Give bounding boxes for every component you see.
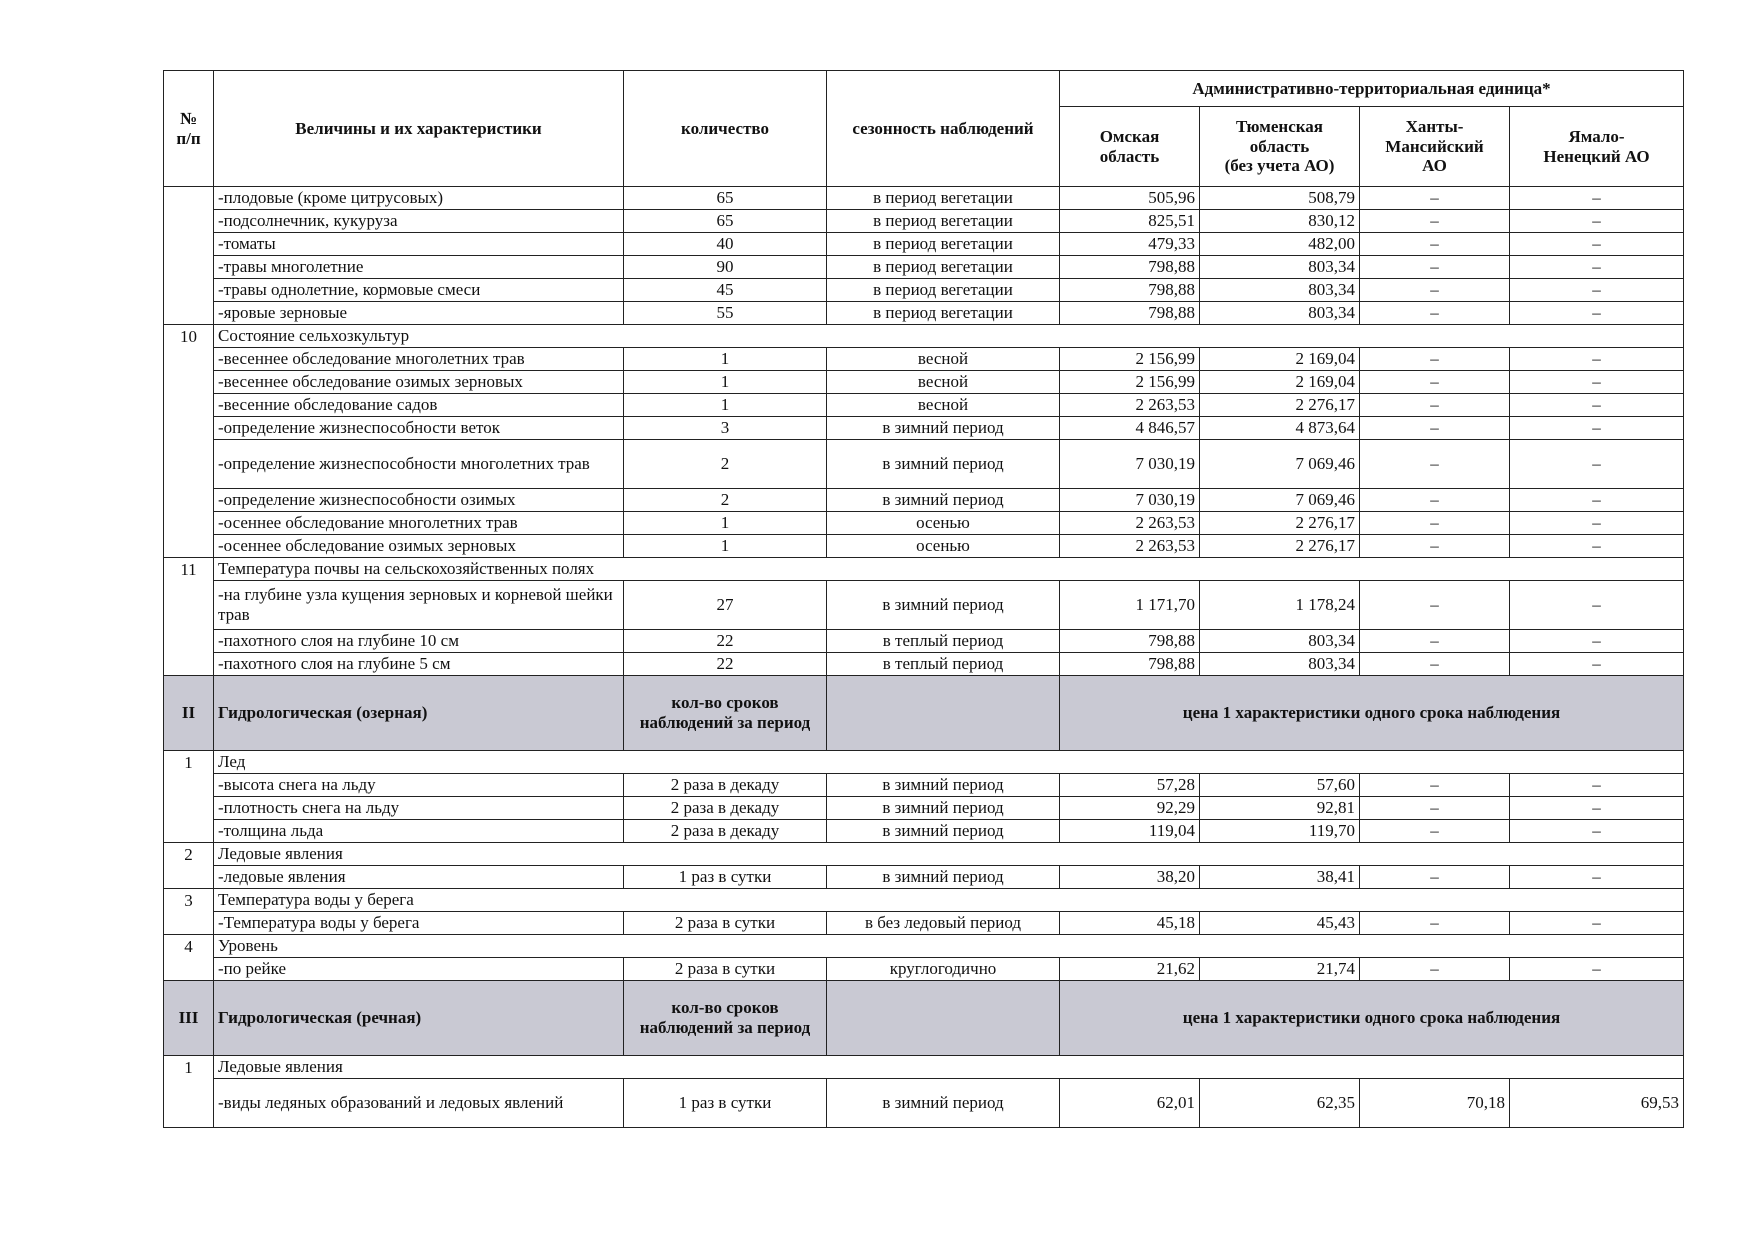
row-quantity: 2 раза в сутки xyxy=(624,958,827,981)
table-row xyxy=(164,302,1684,325)
value-yanao: – xyxy=(1510,912,1684,935)
group-title-row xyxy=(164,843,1684,866)
row-name: -весеннее обследование многолетних трав xyxy=(214,348,624,371)
row-quantity: 3 xyxy=(624,417,827,440)
row-season: в зимний период xyxy=(827,866,1060,889)
value-tyumen: 803,34 xyxy=(1200,302,1360,325)
value-yanao: – xyxy=(1510,440,1684,489)
row-quantity: 65 xyxy=(624,210,827,233)
row-quantity: 1 xyxy=(624,394,827,417)
row-quantity: 2 раза в декаду xyxy=(624,774,827,797)
row-name: -подсолнечник, кукуруза xyxy=(214,210,624,233)
row-season: осенью xyxy=(827,535,1060,558)
table-row xyxy=(164,279,1684,302)
value-omsk: 2 156,99 xyxy=(1060,348,1200,371)
value-omsk: 2 263,53 xyxy=(1060,394,1200,417)
header-region-khmao: Ханты- Мансийский АО xyxy=(1360,107,1510,187)
group-number: 4 xyxy=(164,935,214,981)
value-yanao: – xyxy=(1510,371,1684,394)
value-yanao: – xyxy=(1510,210,1684,233)
value-khmao: – xyxy=(1360,417,1510,440)
table-row xyxy=(164,581,1684,630)
row-name: -яровые зерновые xyxy=(214,302,624,325)
value-tyumen: 508,79 xyxy=(1200,187,1360,210)
table-row xyxy=(164,535,1684,558)
row-quantity: 2 раза в сутки xyxy=(624,912,827,935)
value-yanao: – xyxy=(1510,820,1684,843)
header-region-tyumen: Тюменская область (без учета АО) xyxy=(1200,107,1360,187)
value-yanao: – xyxy=(1510,302,1684,325)
row-name: -травы многолетние xyxy=(214,256,624,279)
row-name: -осеннее обследование озимых зерновых xyxy=(214,535,624,558)
value-tyumen: 803,34 xyxy=(1200,630,1360,653)
table-row xyxy=(164,233,1684,256)
table-row xyxy=(164,1079,1684,1128)
value-khmao: – xyxy=(1360,489,1510,512)
group-title-row xyxy=(164,935,1684,958)
row-quantity: 1 xyxy=(624,348,827,371)
value-omsk: 7 030,19 xyxy=(1060,440,1200,489)
row-name: -плотность снега на льду xyxy=(214,797,624,820)
table-row xyxy=(164,512,1684,535)
row-season: в зимний период xyxy=(827,1079,1060,1128)
group-title: Ледовые явления xyxy=(214,843,1684,866)
table-row xyxy=(164,394,1684,417)
value-omsk: 62,01 xyxy=(1060,1079,1200,1128)
value-khmao: – xyxy=(1360,797,1510,820)
value-yanao: – xyxy=(1510,653,1684,676)
section-title: Гидрологическая (речная) xyxy=(214,981,624,1056)
row-name: -весеннее обследование озимых зерновых xyxy=(214,371,624,394)
row-season: в период вегетации xyxy=(827,233,1060,256)
row-quantity: 55 xyxy=(624,302,827,325)
table-row xyxy=(164,820,1684,843)
table-row xyxy=(164,630,1684,653)
table-row xyxy=(164,653,1684,676)
value-khmao: – xyxy=(1360,302,1510,325)
value-omsk: 798,88 xyxy=(1060,302,1200,325)
row-season: осенью xyxy=(827,512,1060,535)
group-title-row xyxy=(164,325,1684,348)
row-quantity: 2 xyxy=(624,489,827,512)
row-name: -плодовые (кроме цитрусовых) xyxy=(214,187,624,210)
value-khmao: – xyxy=(1360,535,1510,558)
value-yanao: – xyxy=(1510,866,1684,889)
value-tyumen: 2 276,17 xyxy=(1200,535,1360,558)
row-season: в зимний период xyxy=(827,774,1060,797)
value-khmao: – xyxy=(1360,958,1510,981)
table-row xyxy=(164,417,1684,440)
value-tyumen: 2 276,17 xyxy=(1200,394,1360,417)
row-quantity: 1 xyxy=(624,535,827,558)
value-omsk: 825,51 xyxy=(1060,210,1200,233)
header-region-yanao: Ямало- Ненецкий АО xyxy=(1510,107,1684,187)
table-header xyxy=(164,71,1684,187)
value-tyumen: 2 276,17 xyxy=(1200,512,1360,535)
value-khmao: – xyxy=(1360,187,1510,210)
group-title: Лед xyxy=(214,751,1684,774)
value-tyumen: 482,00 xyxy=(1200,233,1360,256)
value-khmao: – xyxy=(1360,820,1510,843)
value-omsk: 798,88 xyxy=(1060,630,1200,653)
row-name: -высота снега на льду xyxy=(214,774,624,797)
row-quantity: 65 xyxy=(624,187,827,210)
value-omsk: 38,20 xyxy=(1060,866,1200,889)
value-khmao: – xyxy=(1360,653,1510,676)
row-season: в зимний период xyxy=(827,489,1060,512)
value-yanao: – xyxy=(1510,417,1684,440)
table-body xyxy=(164,187,1684,1128)
row-season: в период вегетации xyxy=(827,256,1060,279)
row-name: -определение жизнеспособности веток xyxy=(214,417,624,440)
section-price-header: цена 1 характеристики одного срока наблюдения xyxy=(1060,981,1684,1056)
value-yanao: – xyxy=(1510,394,1684,417)
table-row xyxy=(164,256,1684,279)
row-quantity: 45 xyxy=(624,279,827,302)
row-season: в период вегетации xyxy=(827,279,1060,302)
row-name: -на глубине узла кущения зерновых и корневой шейки трав xyxy=(214,581,624,630)
document-sheet xyxy=(163,70,1683,1128)
row-season: круглогодично xyxy=(827,958,1060,981)
group-title: Состояние сельхозкультур xyxy=(214,325,1684,348)
tariff-table xyxy=(163,70,1684,1128)
row-quantity: 1 xyxy=(624,512,827,535)
value-khmao: – xyxy=(1360,512,1510,535)
value-tyumen: 803,34 xyxy=(1200,653,1360,676)
group-number: 10 xyxy=(164,325,214,558)
group-title: Уровень xyxy=(214,935,1684,958)
value-omsk: 45,18 xyxy=(1060,912,1200,935)
table-row xyxy=(164,797,1684,820)
header-region-omsk: Омская область xyxy=(1060,107,1200,187)
value-tyumen: 7 069,46 xyxy=(1200,489,1360,512)
table-row xyxy=(164,866,1684,889)
row-name: -пахотного слоя на глубине 5 см xyxy=(214,653,624,676)
value-tyumen: 21,74 xyxy=(1200,958,1360,981)
value-tyumen: 92,81 xyxy=(1200,797,1360,820)
value-khmao: 70,18 xyxy=(1360,1079,1510,1128)
value-tyumen: 4 873,64 xyxy=(1200,417,1360,440)
group-number: 2 xyxy=(164,843,214,889)
value-tyumen: 803,34 xyxy=(1200,279,1360,302)
header-num: № п/п xyxy=(164,71,214,187)
group-title-row xyxy=(164,751,1684,774)
table-row xyxy=(164,187,1684,210)
value-tyumen: 2 169,04 xyxy=(1200,348,1360,371)
row-season: в период вегетации xyxy=(827,187,1060,210)
header-values: Величины и их характеристики xyxy=(214,71,624,187)
value-tyumen: 830,12 xyxy=(1200,210,1360,233)
group-title: Температура почвы на сельскохозяйственных полях xyxy=(214,558,1684,581)
table-row xyxy=(164,210,1684,233)
value-omsk: 798,88 xyxy=(1060,279,1200,302)
value-khmao: – xyxy=(1360,912,1510,935)
value-khmao: – xyxy=(1360,630,1510,653)
group-title-row xyxy=(164,1056,1684,1079)
row-season: в период вегетации xyxy=(827,302,1060,325)
row-season: весной xyxy=(827,394,1060,417)
group-title-row xyxy=(164,558,1684,581)
value-omsk: 2 263,53 xyxy=(1060,535,1200,558)
value-omsk: 4 846,57 xyxy=(1060,417,1200,440)
table-row xyxy=(164,912,1684,935)
value-yanao: – xyxy=(1510,187,1684,210)
row-season: весной xyxy=(827,371,1060,394)
value-khmao: – xyxy=(1360,256,1510,279)
table-row xyxy=(164,489,1684,512)
row-quantity: 2 раза в декаду xyxy=(624,797,827,820)
section-price-header: цена 1 характеристики одного срока наблюдения xyxy=(1060,676,1684,751)
row-name: -определение жизнеспособности многолетних трав xyxy=(214,440,624,489)
row-name: -томаты xyxy=(214,233,624,256)
row-season: в зимний период xyxy=(827,440,1060,489)
value-yanao: – xyxy=(1510,489,1684,512)
group-title: Ледовые явления xyxy=(214,1056,1684,1079)
value-khmao: – xyxy=(1360,866,1510,889)
row-quantity: 90 xyxy=(624,256,827,279)
value-tyumen: 803,34 xyxy=(1200,256,1360,279)
value-khmao: – xyxy=(1360,581,1510,630)
value-khmao: – xyxy=(1360,348,1510,371)
table-row xyxy=(164,958,1684,981)
row-name: -определение жизнеспособности озимых xyxy=(214,489,624,512)
row-quantity: 40 xyxy=(624,233,827,256)
value-khmao: – xyxy=(1360,394,1510,417)
header-quantity: количество xyxy=(624,71,827,187)
table-row xyxy=(164,440,1684,489)
row-quantity: 1 xyxy=(624,371,827,394)
value-omsk: 505,96 xyxy=(1060,187,1200,210)
value-yanao: – xyxy=(1510,233,1684,256)
section-title: Гидрологическая (озерная) xyxy=(214,676,624,751)
value-yanao: – xyxy=(1510,512,1684,535)
value-khmao: – xyxy=(1360,371,1510,394)
value-tyumen: 62,35 xyxy=(1200,1079,1360,1128)
row-season: в зимний период xyxy=(827,417,1060,440)
header-seasonality: сезонность наблюдений xyxy=(827,71,1060,187)
section-qty-header: кол-во сроков наблюдений за период xyxy=(624,981,827,1056)
group-number: 1 xyxy=(164,1056,214,1128)
value-omsk: 7 030,19 xyxy=(1060,489,1200,512)
row-quantity: 2 xyxy=(624,440,827,489)
section-number: III xyxy=(164,981,214,1056)
value-khmao: – xyxy=(1360,279,1510,302)
row-quantity: 1 раз в сутки xyxy=(624,1079,827,1128)
value-yanao: – xyxy=(1510,256,1684,279)
section-number: II xyxy=(164,676,214,751)
row-quantity: 1 раз в сутки xyxy=(624,866,827,889)
value-yanao: 69,53 xyxy=(1510,1079,1684,1128)
row-quantity: 22 xyxy=(624,630,827,653)
table-row xyxy=(164,371,1684,394)
row-season: в зимний период xyxy=(827,581,1060,630)
row-name: -пахотного слоя на глубине 10 см xyxy=(214,630,624,653)
row-season: в теплый период xyxy=(827,653,1060,676)
value-yanao: – xyxy=(1510,958,1684,981)
value-omsk: 119,04 xyxy=(1060,820,1200,843)
section-qty-header: кол-во сроков наблюдений за период xyxy=(624,676,827,751)
value-omsk: 92,29 xyxy=(1060,797,1200,820)
value-yanao: – xyxy=(1510,581,1684,630)
row-quantity: 27 xyxy=(624,581,827,630)
group-title-row xyxy=(164,889,1684,912)
value-yanao: – xyxy=(1510,348,1684,371)
value-omsk: 1 171,70 xyxy=(1060,581,1200,630)
row-season: в теплый период xyxy=(827,630,1060,653)
row-season: в зимний период xyxy=(827,820,1060,843)
value-omsk: 798,88 xyxy=(1060,653,1200,676)
row-name: -травы однолетние, кормовые смеси xyxy=(214,279,624,302)
value-tyumen: 1 178,24 xyxy=(1200,581,1360,630)
value-tyumen: 2 169,04 xyxy=(1200,371,1360,394)
section-row xyxy=(164,676,1684,751)
value-omsk: 57,28 xyxy=(1060,774,1200,797)
row-quantity: 2 раза в декаду xyxy=(624,820,827,843)
value-yanao: – xyxy=(1510,774,1684,797)
group-number: 3 xyxy=(164,889,214,935)
row-name: -Температура воды у берега xyxy=(214,912,624,935)
row-quantity: 22 xyxy=(624,653,827,676)
value-omsk: 479,33 xyxy=(1060,233,1200,256)
value-omsk: 2 263,53 xyxy=(1060,512,1200,535)
row-name: -виды ледяных образований и ледовых явлений xyxy=(214,1079,624,1128)
section-empty xyxy=(827,676,1060,751)
section-row xyxy=(164,981,1684,1056)
row-name: -осеннее обследование многолетних трав xyxy=(214,512,624,535)
value-tyumen: 57,60 xyxy=(1200,774,1360,797)
table-row xyxy=(164,774,1684,797)
row-season: весной xyxy=(827,348,1060,371)
group-number: 1 xyxy=(164,751,214,843)
value-yanao: – xyxy=(1510,535,1684,558)
value-tyumen: 38,41 xyxy=(1200,866,1360,889)
row-season: в зимний период xyxy=(827,797,1060,820)
value-khmao: – xyxy=(1360,774,1510,797)
row-season: в период вегетации xyxy=(827,210,1060,233)
group-title: Температура воды у берега xyxy=(214,889,1684,912)
group-number: 11 xyxy=(164,558,214,676)
value-yanao: – xyxy=(1510,279,1684,302)
value-tyumen: 45,43 xyxy=(1200,912,1360,935)
value-tyumen: 119,70 xyxy=(1200,820,1360,843)
value-khmao: – xyxy=(1360,233,1510,256)
value-tyumen: 7 069,46 xyxy=(1200,440,1360,489)
row-number xyxy=(164,187,214,325)
value-khmao: – xyxy=(1360,210,1510,233)
row-name: -ледовые явления xyxy=(214,866,624,889)
value-yanao: – xyxy=(1510,630,1684,653)
section-empty xyxy=(827,981,1060,1056)
value-omsk: 798,88 xyxy=(1060,256,1200,279)
row-season: в без ледовый период xyxy=(827,912,1060,935)
value-omsk: 2 156,99 xyxy=(1060,371,1200,394)
value-khmao: – xyxy=(1360,440,1510,489)
table-row xyxy=(164,348,1684,371)
row-name: -по рейке xyxy=(214,958,624,981)
value-yanao: – xyxy=(1510,797,1684,820)
row-name: -весенние обследование садов xyxy=(214,394,624,417)
value-omsk: 21,62 xyxy=(1060,958,1200,981)
header-admin-unit: Административно-территориальная единица* xyxy=(1060,71,1684,107)
row-name: -толщина льда xyxy=(214,820,624,843)
